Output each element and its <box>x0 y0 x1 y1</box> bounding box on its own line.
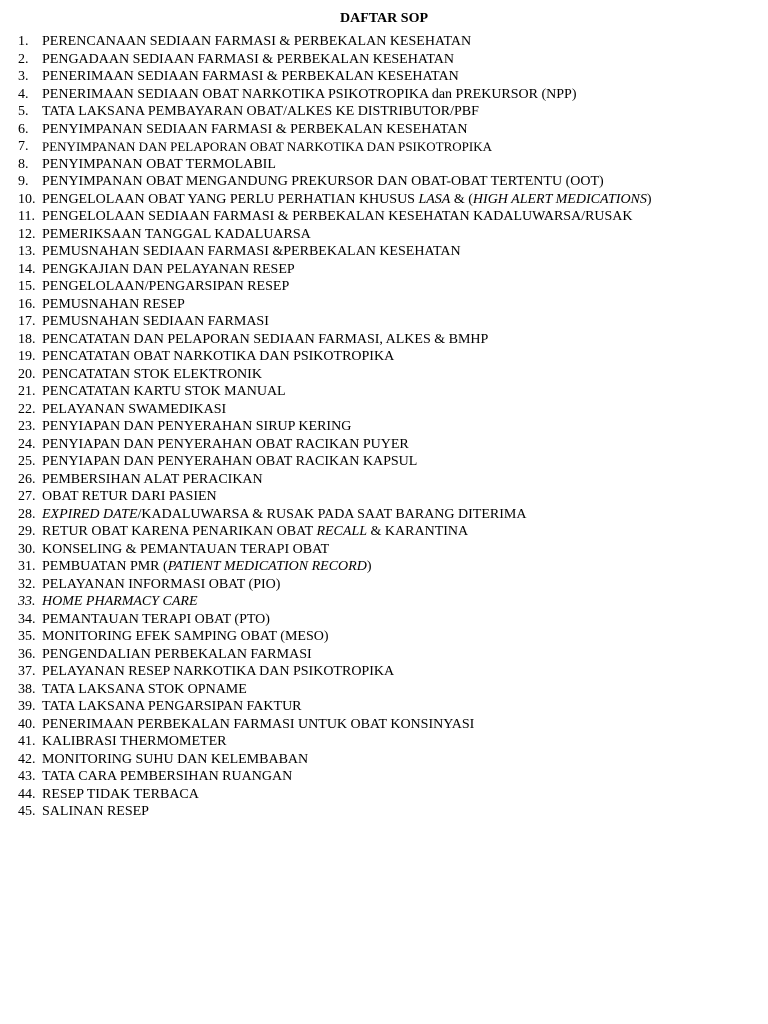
sop-item-text-part: PENYIAPAN DAN PENYERAHAN OBAT RACIKAN PUYER <box>42 436 409 452</box>
sop-list-item <box>18 366 758 384</box>
sop-item-text-part: /KADALUWARSA & RUSAK PADA SAAT BARANG DITERIMA <box>137 506 527 522</box>
sop-list-item <box>18 751 758 769</box>
sop-item-number: 44. <box>18 786 36 802</box>
sop-item-number: 45. <box>18 804 36 819</box>
sop-item-number: 43. <box>18 769 36 784</box>
document-title: DAFTAR SOP <box>339 11 429 26</box>
sop-item-text <box>42 611 270 629</box>
sop-item-text-part: PENYIMPANAN OBAT MENGANDUNG PREKURSOR DAN OBAT-OBAT TERTENTU (OOT) <box>42 174 604 189</box>
sop-item-number: 30. <box>18 541 36 557</box>
sop-item-number: 7. <box>18 139 29 154</box>
sop-list-item <box>18 488 758 506</box>
sop-list-item <box>18 628 758 646</box>
sop-item-text <box>42 576 280 594</box>
sop-item-text-part: LASA <box>418 191 451 207</box>
sop-list-item <box>18 523 758 541</box>
sop-item-text <box>42 663 394 681</box>
sop-item-text <box>42 296 185 314</box>
sop-item-text <box>42 173 604 191</box>
sop-list-item <box>18 611 758 629</box>
sop-item-number: 14. <box>18 261 36 277</box>
sop-list-item <box>18 681 758 699</box>
sop-list-item <box>18 716 758 734</box>
sop-item-text-part: TATA LAKSANA PENGARSIPAN FAKTUR <box>42 699 302 714</box>
sop-item-number: 28. <box>18 506 36 522</box>
sop-list-item <box>18 646 758 664</box>
sop-item-text-part: PELAYANAN RESEP NARKOTIKA DAN PSIKOTROPIKA <box>42 664 395 679</box>
sop-list-item <box>18 243 758 261</box>
sop-item-number: 3. <box>18 69 29 84</box>
sop-list-item <box>18 593 758 611</box>
sop-item-number: 29. <box>18 524 36 539</box>
sop-list-item <box>18 278 758 296</box>
sop-item-number: 23. <box>18 419 36 434</box>
sop-list-item <box>18 261 758 279</box>
sop-item-number: 33. <box>18 594 36 609</box>
sop-item-text <box>42 208 633 226</box>
sop-item-number: 19. <box>18 349 36 364</box>
sop-item-number: 16. <box>18 296 36 312</box>
sop-item-text <box>42 156 276 174</box>
sop-item-number: 13. <box>18 244 36 259</box>
sop-item-text <box>42 138 492 156</box>
sop-list-item <box>18 138 758 156</box>
sop-item-text <box>42 313 269 331</box>
sop-item-text <box>42 646 312 664</box>
sop-item-text-part: KONSELING & PEMANTAUAN TERAPI OBAT <box>42 541 330 557</box>
sop-item-text <box>42 453 417 471</box>
sop-list-item <box>18 436 758 454</box>
sop-item-text <box>42 121 468 139</box>
sop-item-text <box>42 786 199 804</box>
sop-item-text-part: PENYIMPANAN DAN PELAPORAN OBAT NARKOTIKA DAN PSIKOTROPIKA <box>42 139 492 154</box>
sop-item-number: 42. <box>18 751 36 767</box>
sop-list-item <box>18 51 758 69</box>
sop-item-number: 8. <box>18 156 29 172</box>
sop-item-text-part: EXPIRED DATE <box>42 506 138 522</box>
sop-item-text-part: RESEP TIDAK TERBACA <box>42 786 199 802</box>
sop-item-text <box>42 86 577 104</box>
sop-item-text <box>42 261 295 279</box>
sop-item-text <box>42 191 652 209</box>
sop-list-item <box>18 208 758 226</box>
sop-item-text-part: ) <box>646 191 652 207</box>
sop-item-text <box>42 401 226 419</box>
sop-item-number: 41. <box>18 734 36 749</box>
sop-item-text-part: PENERIMAAN PERBEKALAN FARMASI UNTUK OBAT KONSINYASI <box>42 716 475 732</box>
sop-item-text <box>42 366 262 384</box>
sop-item-text-part: PENGELOLAAN OBAT YANG PERLU PERHATIAN KHUSUS <box>42 191 419 207</box>
sop-item-text-part: PELAYANAN INFORMASI OBAT (PIO) <box>42 576 281 592</box>
sop-item-text-part: PENCATATAN DAN PELAPORAN SEDIAAN FARMASI, ALKES & BMHP <box>42 331 489 347</box>
sop-item-text-part: PATIENT MEDICATION RECORD <box>167 559 367 574</box>
sop-item-text-part: PEMANTAUAN TERAPI OBAT (PTO) <box>42 611 270 627</box>
sop-item-text-part: PEMBUATAN PMR ( <box>42 559 168 574</box>
sop-item-text <box>42 383 286 401</box>
sop-item-text <box>42 541 329 559</box>
sop-item-text <box>42 698 302 716</box>
sop-item-number: 32. <box>18 576 36 592</box>
sop-item-text <box>42 488 217 506</box>
sop-item-number: 12. <box>18 226 36 242</box>
sop-item-text-part: PEMERIKSAAN TANGGAL KADALUARSA <box>42 226 311 242</box>
sop-item-text-part: PENGELOLAAN/PENGARSIPAN RESEP <box>42 279 290 294</box>
sop-list-item <box>18 768 758 786</box>
sop-list-item <box>18 296 758 314</box>
sop-item-number: 40. <box>18 716 36 732</box>
sop-item-text <box>42 751 308 769</box>
sop-list-item <box>18 173 758 191</box>
sop-list-item <box>18 401 758 419</box>
sop-item-text <box>42 418 351 436</box>
sop-item-text <box>42 51 454 69</box>
sop-item-text-part: PENCATATAN OBAT NARKOTIKA DAN PSIKOTROPIKA <box>42 349 395 364</box>
sop-item-text-part: OBAT RETUR DARI PASIEN <box>42 489 217 504</box>
sop-item-number: 20. <box>18 366 36 382</box>
sop-item-text <box>42 348 394 366</box>
sop-list-item <box>18 471 758 489</box>
sop-item-text-part: PELAYANAN SWAMEDIKASI <box>42 401 227 417</box>
sop-item-text-part: TATA CARA PEMBERSIHAN RUANGAN <box>42 769 293 784</box>
sop-list-item <box>18 226 758 244</box>
sop-list-item <box>18 103 758 121</box>
sop-list-item <box>18 733 758 751</box>
sop-item-text-part: PEMUSNAHAN RESEP <box>42 296 185 312</box>
sop-item-text <box>42 523 468 541</box>
sop-item-text-part: PENGKAJIAN DAN PELAYANAN RESEP <box>42 261 295 277</box>
sop-item-number: 25. <box>18 454 36 469</box>
sop-item-number: 17. <box>18 314 36 329</box>
sop-list-item <box>18 121 758 139</box>
sop-item-text-part: MONITORING SUHU DAN KELEMBABAN <box>42 751 309 767</box>
sop-item-text-part: TATA LAKSANA PEMBAYARAN OBAT/ALKES KE DISTRIBUTOR/PBF <box>42 104 479 119</box>
sop-list-item <box>18 348 758 366</box>
sop-list-item <box>18 418 758 436</box>
sop-item-text <box>42 716 474 734</box>
sop-item-text-part: PENGENDALIAN PERBEKALAN FARMASI <box>42 646 312 662</box>
sop-list-item <box>18 506 758 524</box>
sop-item-text <box>42 68 459 86</box>
sop-item-text-part: PENYIMPANAN OBAT TERMOLABIL <box>42 156 276 172</box>
sop-list-item <box>18 576 758 594</box>
sop-item-text-part: & KARANTINA <box>367 524 469 539</box>
sop-item-text <box>42 506 526 524</box>
sop-item-text-part: SALINAN RESEP <box>42 804 149 819</box>
sop-item-number: 37. <box>18 664 36 679</box>
sop-list-item <box>18 68 758 86</box>
sop-item-text <box>42 681 247 699</box>
sop-item-text-part: PENYIAPAN DAN PENYERAHAN SIRUP KERING <box>42 419 352 434</box>
sop-list-item <box>18 663 758 681</box>
sop-list-item <box>18 86 758 104</box>
sop-item-number: 22. <box>18 401 36 417</box>
sop-item-number: 15. <box>18 279 36 294</box>
sop-list-item <box>18 541 758 559</box>
sop-item-text <box>42 628 329 646</box>
sop-item-text <box>42 436 409 454</box>
sop-item-text <box>42 471 263 489</box>
sop-item-text-part: PENYIMPANAN SEDIAAN FARMASI & PERBEKALAN KESEHATAN <box>42 121 468 137</box>
sop-item-number: 11. <box>18 209 35 224</box>
sop-item-text <box>42 278 289 296</box>
sop-item-text <box>42 803 149 821</box>
sop-item-number: 5. <box>18 104 29 119</box>
sop-item-text <box>42 558 371 576</box>
sop-item-text-part: RECALL <box>316 524 368 539</box>
sop-item-text-part: PENERIMAAN SEDIAAN OBAT NARKOTIKA PSIKOTROPIKA dan PREKURSOR (NPP) <box>42 86 577 102</box>
sop-item-number: 21. <box>18 384 36 399</box>
sop-item-text <box>42 593 198 611</box>
sop-list-item <box>18 698 758 716</box>
sop-item-number: 2. <box>18 51 29 67</box>
sop-item-text-part: PEMUSNAHAN SEDIAAN FARMASI <box>42 314 269 329</box>
sop-item-number: 35. <box>18 629 36 644</box>
sop-item-text-part: HIGH ALERT MEDICATIONS <box>472 191 647 207</box>
sop-item-text-part: & ( <box>450 191 473 207</box>
sop-item-text-part: PEMUSNAHAN SEDIAAN FARMASI &PERBEKALAN KESEHATAN <box>42 244 461 259</box>
sop-item-number: 6. <box>18 121 29 137</box>
sop-item-text <box>42 243 461 261</box>
sop-item-number: 10. <box>18 191 36 207</box>
sop-item-text <box>42 33 471 51</box>
sop-item-text-part: PENCATATAN KARTU STOK MANUAL <box>42 384 286 399</box>
sop-item-text-part: PEMBERSIHAN ALAT PERACIKAN <box>42 471 263 487</box>
sop-list-item <box>18 156 758 174</box>
sop-list-item <box>18 33 758 51</box>
sop-item-text <box>42 226 311 244</box>
sop-item-number: 39. <box>18 699 36 714</box>
sop-item-text-part: PENGELOLAAN SEDIAAN FARMASI & PERBEKALAN KESEHATAN KADALUWARSA/RUSAK <box>42 209 633 224</box>
sop-list-item <box>18 191 758 209</box>
sop-item-text-part: PENERIMAAN SEDIAAN FARMASI & PERBEKALAN KESEHATAN <box>42 69 459 84</box>
sop-item-text-part: RETUR OBAT KARENA PENARIKAN OBAT <box>42 524 317 539</box>
sop-list-item <box>18 383 758 401</box>
sop-item-text-part: KALIBRASI THERMOMETER <box>42 734 227 749</box>
sop-item-number: 18. <box>18 331 36 347</box>
sop-item-number: 27. <box>18 489 36 504</box>
sop-list-item <box>18 313 758 331</box>
sop-item-text <box>42 331 488 349</box>
sop-item-number: 24. <box>18 436 36 452</box>
sop-item-number: 9. <box>18 174 29 189</box>
sop-item-number: 38. <box>18 681 36 697</box>
sop-item-text-part: PERENCANAAN SEDIAAN FARMASI & PERBEKALAN KESEHATAN <box>42 34 472 49</box>
sop-list-item <box>18 331 758 349</box>
sop-list-item <box>18 803 758 821</box>
sop-list-item <box>18 558 758 576</box>
sop-item-text <box>42 768 292 786</box>
sop-item-number: 1. <box>18 34 29 49</box>
sop-item-text-part: PENYIAPAN DAN PENYERAHAN OBAT RACIKAN KAPSUL <box>42 454 418 469</box>
sop-list-item <box>18 453 758 471</box>
sop-list-item <box>18 786 758 804</box>
sop-item-number: 31. <box>18 559 36 574</box>
sop-item-number: 4. <box>18 86 29 102</box>
sop-list <box>18 33 758 821</box>
sop-item-number: 36. <box>18 646 36 662</box>
sop-item-text <box>42 103 479 121</box>
sop-item-text-part: MONITORING EFEK SAMPING OBAT (MESO) <box>42 629 329 644</box>
sop-item-text-part: ) <box>366 559 372 574</box>
sop-item-text-part: PENGADAAN SEDIAAN FARMASI & PERBEKALAN KESEHATAN <box>42 51 455 67</box>
sop-item-text-part: PENCATATAN STOK ELEKTRONIK <box>42 366 262 382</box>
sop-item-text <box>42 733 226 751</box>
sop-item-text-part: HOME PHARMACY CARE <box>42 594 198 609</box>
sop-item-number: 34. <box>18 611 36 627</box>
sop-item-number: 26. <box>18 471 36 487</box>
sop-item-text-part: TATA LAKSANA STOK OPNAME <box>42 681 247 697</box>
